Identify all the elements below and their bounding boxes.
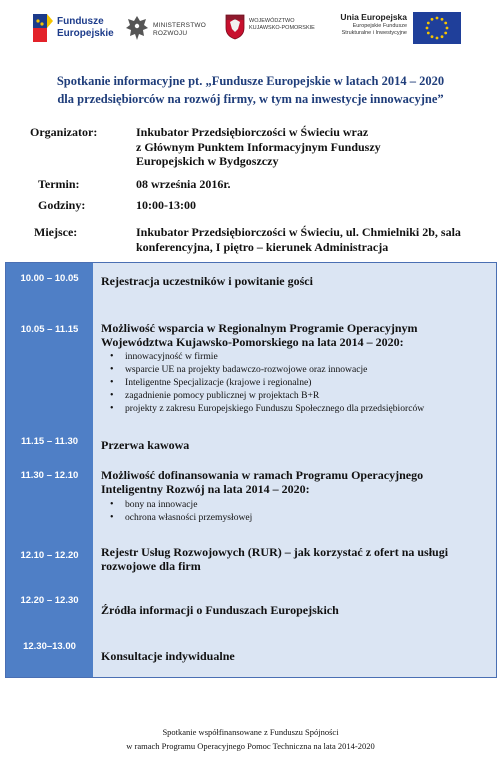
- slot-title: [101, 545, 496, 573]
- schedule-table: [5, 262, 497, 678]
- fe-logo-line1: Fundusze: [57, 16, 104, 27]
- slot-time: 12.10 – 12.20: [20, 550, 79, 561]
- eu-sub-line1: Europejskie Fundusze: [352, 23, 407, 29]
- event-title-line1: Spotkanie informacyjne pt. „Fundusze Europejskie w latach 2014 – 2020: [56, 74, 445, 88]
- eu-logo-text: [325, 12, 407, 37]
- date-label: Termin:: [38, 177, 80, 191]
- organizer-line: Europejskich w Bydgoszczy: [136, 154, 279, 168]
- region-crest-icon: [225, 14, 245, 40]
- ministry-line2: ROZWOJU: [153, 30, 188, 37]
- topic-item: • zagadnienie pomocy publicznej w projektach B+R: [101, 389, 496, 402]
- slot-title: [101, 603, 496, 617]
- eagle-emblem-icon: [125, 14, 149, 42]
- slot-time: 11.30 – 12.10: [20, 470, 79, 481]
- place-value: [136, 225, 496, 254]
- topic-item: • innowacyjność w firmie: [101, 350, 496, 363]
- slot-time: 11.15 – 11.30: [20, 436, 79, 447]
- ministry-logo: [125, 12, 215, 46]
- slot-title-line: rozwojowe dla firm: [101, 559, 201, 573]
- topic-item: • wsparcie UE na projekty badawczo-rozwojowe oraz innowacje: [101, 363, 496, 376]
- slot-topic-list: [101, 498, 496, 524]
- organizer-label: Organizator:: [30, 125, 98, 139]
- slot-title: [101, 649, 496, 663]
- slot-title-line: Rejestracja uczestników i powitanie gości: [101, 274, 313, 288]
- topic-item: • projekty z zakresu Europejskiego Funduszu Społecznego dla przedsiębiorców: [101, 402, 496, 415]
- event-title-line2: dla przedsiębiorców na rozwój firmy, w tym na inwestycje innowacyjne”: [57, 92, 444, 106]
- slot-title-line: Możliwość wsparcia w Regionalnym Programie Operacyjnym: [101, 321, 418, 335]
- slot-title-line: Konsultacje indywidualne: [101, 649, 235, 663]
- organizer-line: z Głównym Punktem Informacyjnym Funduszy: [136, 139, 381, 154]
- fe-logo-line2: Europejskie: [57, 28, 114, 39]
- slot-title-line: Źródła informacji o Funduszach Europejskich: [101, 603, 339, 617]
- slot-title-line: Inteligentny Rozwój na lata 2014 – 2020:: [101, 482, 310, 496]
- slot-time: 12.30–13.00: [23, 641, 76, 652]
- hours-label: Godziny:: [38, 198, 86, 212]
- slot-time: 10.05 – 11.15: [20, 324, 79, 335]
- topic-item: • bony na innowacje: [101, 498, 496, 511]
- place-line: Inkubator Przedsiębiorczości w Świeciu, ul. Chmielniki 2b, sala: [136, 225, 461, 239]
- fe-flag-icon: [33, 12, 53, 46]
- region-line1: WOJEWÓDZTWO: [249, 18, 295, 24]
- region-logo: [225, 12, 325, 46]
- eu-logo: [325, 10, 495, 48]
- ministry-line1: MINISTERSTWO: [153, 22, 206, 29]
- region-line2: KUJAWSKO-POMORSKIE: [249, 25, 315, 31]
- slot-title-line: Przerwa kawowa: [101, 438, 190, 452]
- slot-title: [101, 438, 496, 452]
- topic-item: • ochrona własności przemysłowej: [101, 511, 496, 524]
- organizer-value: [136, 125, 496, 169]
- footer-note: [0, 725, 501, 753]
- region-logo-text: [249, 18, 315, 32]
- eu-title: Unia Europejska: [340, 12, 407, 22]
- slot-title-line: Rejestr Usług Rozwojowych (RUR) – jak korzystać z ofert na usługi: [101, 545, 449, 559]
- fundusze-europejskie-logo: [33, 12, 113, 46]
- fe-logo-text: [57, 16, 114, 40]
- slot-time: 12.20 – 12.30: [20, 595, 79, 606]
- organizer-line: Inkubator Przedsiębiorczości w Świeciu wraz: [136, 125, 369, 139]
- slot-title-line: Województwa Kujawsko-Pomorskiego na lata 2014 – 2020:: [101, 335, 404, 349]
- slot-title: [101, 468, 496, 496]
- slot-time: 10.00 – 10.05: [20, 273, 79, 284]
- hours-value: 10:00-13:00: [136, 198, 196, 212]
- event-title: [0, 72, 501, 108]
- footer-line1: Spotkanie współfinansowane z Funduszu Spójności: [162, 727, 339, 737]
- date-value: 08 września 2016r.: [136, 177, 231, 191]
- footer-line2: w ramach Programu Operacyjnego Pomoc Techniczna na lata 2014-2020: [126, 741, 375, 751]
- slot-title-line: Możliwość dofinansowania w ramach Programu Operacyjnego: [101, 468, 424, 482]
- slot-title: [101, 274, 496, 288]
- place-label: Miejsce:: [34, 225, 78, 239]
- eu-sub-line2: Strukturalne i Inwestycyjne: [341, 30, 407, 36]
- logo-bar: [0, 0, 501, 58]
- place-line: konferencyjna, I piętro – kierunek Administracja: [136, 239, 389, 254]
- slot-topic-list: [101, 350, 496, 415]
- eu-flag-icon: [413, 12, 461, 44]
- slot-title: [101, 321, 496, 349]
- topic-item: • Inteligentne Specjalizacje (krajowe i regionalne): [101, 376, 496, 389]
- ministry-logo-text: [153, 22, 206, 38]
